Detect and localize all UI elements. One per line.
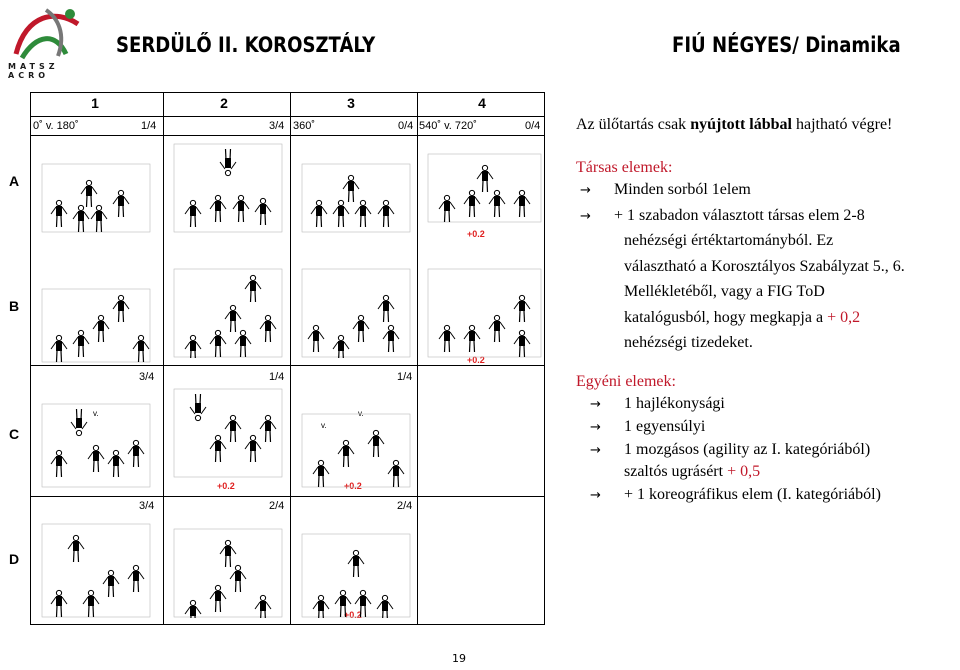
arrow-icon: → bbox=[590, 443, 601, 458]
difficulty-table bbox=[9, 92, 545, 625]
egyeni-item-3: → 1 mozgásos (agility az I. kategóriából) bbox=[590, 439, 870, 462]
tarsas-item-2-line6: nehézségi tizedeket. bbox=[624, 334, 753, 351]
pictogram-12 bbox=[41, 523, 151, 618]
egyeni-item-1: → 1 hajlékonysági bbox=[590, 393, 725, 416]
egyeni-item-3-line2: szaltós ugrásért + 0,5 bbox=[624, 463, 761, 480]
bonus-a4: +0.2 bbox=[467, 229, 485, 239]
pictogram-10 bbox=[173, 388, 283, 478]
bonus-c3: +0.2 bbox=[344, 481, 362, 491]
pictogram-14 bbox=[301, 533, 411, 618]
logo-text: MATSZ ACRO bbox=[8, 62, 59, 80]
pictogram-2 bbox=[173, 143, 283, 233]
tarsas-item-2-line4: Mellékletéből, vagy a FIG ToD bbox=[624, 283, 825, 300]
row-label-c: C bbox=[9, 426, 20, 442]
arrow-icon: → bbox=[590, 397, 601, 412]
pictogram-9 bbox=[41, 403, 151, 488]
row-c-top-1: 3/4 bbox=[139, 371, 155, 383]
sub-c2-right: 3/4 bbox=[269, 120, 285, 132]
egyeni-item-2: → 1 egyensúlyi bbox=[590, 416, 705, 439]
pictogram-8 bbox=[427, 268, 542, 358]
pictogram-13 bbox=[173, 528, 283, 618]
page-number: 19 bbox=[452, 652, 466, 665]
sub-c1-left: 0˚ v. 180˚ bbox=[33, 120, 79, 132]
logo-figure-icon bbox=[6, 4, 88, 66]
v-mark-c3a: v. bbox=[321, 421, 327, 430]
sub-c3-left: 360˚ bbox=[293, 120, 316, 132]
tarsas-heading: Társas elemek: bbox=[576, 159, 673, 176]
bonus-d3: +0.2 bbox=[344, 610, 362, 620]
egyeni-item-4: → + 1 koreográfikus elem (I. kategóriából) bbox=[590, 484, 881, 507]
page-title-left: SERDÜLŐ II. KOROSZTÁLY bbox=[116, 33, 376, 57]
row-label-a: A bbox=[9, 173, 20, 189]
bonus-c2: +0.2 bbox=[217, 481, 235, 491]
arrow-icon: → bbox=[590, 488, 601, 503]
sub-c4-left: 540˚ v. 720˚ bbox=[419, 120, 477, 132]
bonus-b4: +0.2 bbox=[467, 355, 485, 365]
egyeni-heading: Egyéni elemek: bbox=[576, 373, 676, 390]
arrow-icon: → bbox=[590, 420, 601, 435]
page-title-right: FIÚ NÉGYES/ Dinamika bbox=[672, 33, 901, 57]
sub-c3-right: 0/4 bbox=[398, 120, 414, 132]
pictogram-4 bbox=[427, 153, 542, 223]
column-header-3: 3 bbox=[347, 95, 355, 111]
row-label-b: B bbox=[9, 298, 20, 314]
row-c-top-2: 1/4 bbox=[269, 371, 285, 383]
v-mark-c3b: v. bbox=[358, 409, 364, 418]
tarsas-item-1: → Minden sorból 1elem bbox=[580, 179, 751, 202]
pictogram-1 bbox=[41, 163, 151, 233]
pictogram-5 bbox=[41, 288, 151, 363]
pictogram-3 bbox=[301, 163, 411, 233]
tarsas-item-2-line5: katalógusból, hogy megkapja a + 0,2 bbox=[624, 309, 861, 326]
arrow-icon: → bbox=[580, 183, 591, 198]
note-line1: Az ülőtartás csak nyújtott lábbal hajtható végre! bbox=[576, 116, 893, 133]
column-header-4: 4 bbox=[478, 95, 486, 111]
sub-c4-right: 0/4 bbox=[525, 120, 541, 132]
row-c-bottom-3: 2/4 bbox=[397, 500, 413, 512]
row-c-bottom-1: 3/4 bbox=[139, 500, 155, 512]
pictogram-11 bbox=[301, 413, 411, 488]
arrow-icon: → bbox=[580, 209, 591, 224]
tarsas-item-2-line2: nehézségi értéktartományból. Ez bbox=[624, 232, 834, 249]
tarsas-item-2: → + 1 szabadon választott társas elem 2-8 bbox=[580, 205, 865, 228]
row-c-top-3: 1/4 bbox=[397, 371, 413, 383]
tarsas-item-2-line3: választható a Korosztályos Szabályzat 5., 6. bbox=[624, 258, 905, 275]
pictogram-7 bbox=[301, 268, 411, 358]
v-mark-c1: v. bbox=[93, 409, 99, 418]
row-label-d: D bbox=[9, 551, 20, 567]
column-header-2: 2 bbox=[220, 95, 228, 111]
row-c-bottom-2: 2/4 bbox=[269, 500, 285, 512]
column-header-1: 1 bbox=[91, 95, 99, 111]
pictogram-6 bbox=[173, 268, 283, 358]
sub-c1-right: 1/4 bbox=[141, 120, 157, 132]
